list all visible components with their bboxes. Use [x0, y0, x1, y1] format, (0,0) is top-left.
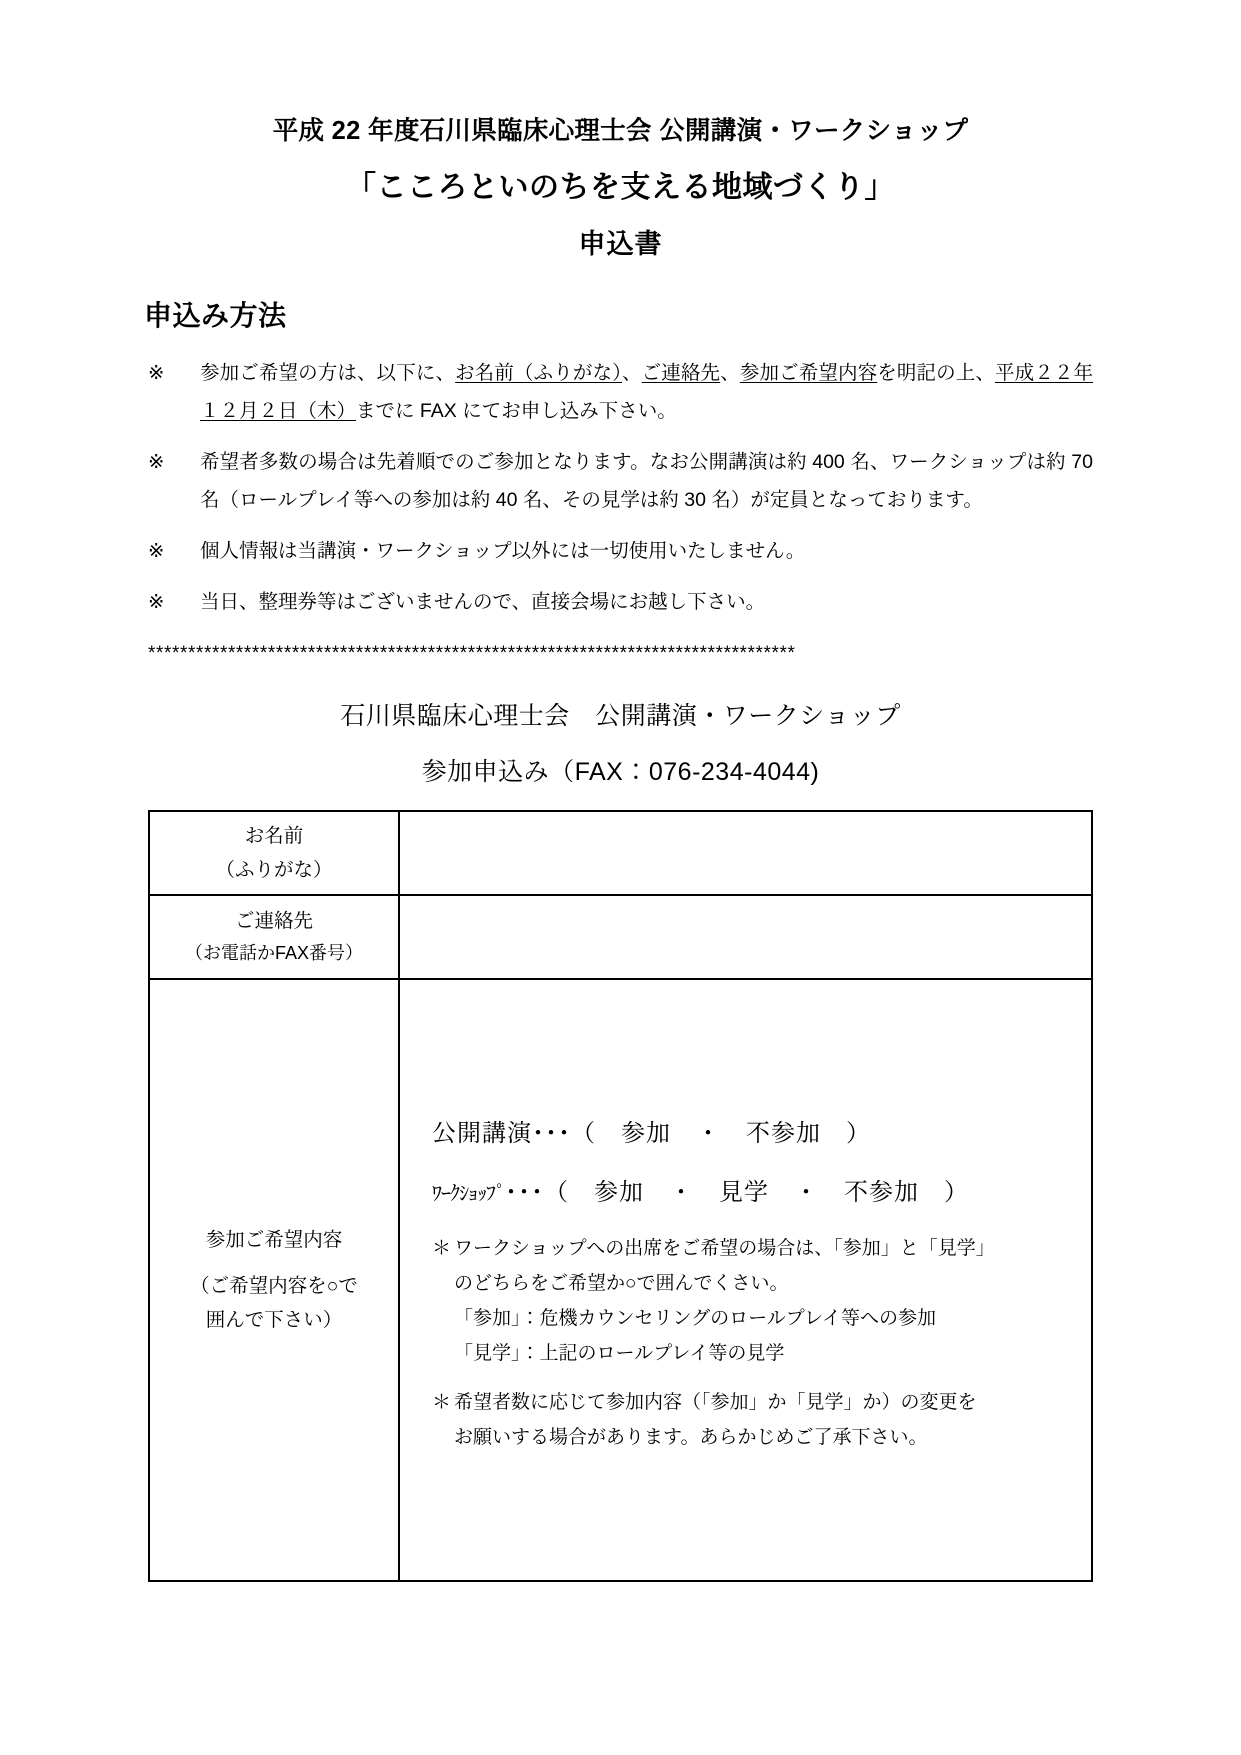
table-row: [149, 895, 1092, 979]
note-item: [148, 354, 1093, 430]
participation-note-1-line-4: 「見学」：上記のロールプレイ等の見学: [454, 1342, 785, 1364]
form-heading-fax: 参加申込み（FAX：076-234-4044): [421, 757, 820, 786]
page-title-line-1: 平成 22 年度石川県臨床心理士会 公開講演・ワークショップ: [272, 117, 969, 145]
choice-lecture[interactable]: 公開講演･･･（ 参加 ・ 不参加 ）: [432, 1119, 871, 1147]
table-row: [149, 811, 1092, 895]
participation-note-1-line-3: 「参加」：危機カウンセリングのロールプレイ等への参加: [454, 1307, 937, 1329]
participation-choice-cell[interactable]: [399, 979, 1092, 1581]
note-bullet: ※: [148, 591, 165, 614]
participation-note-2-line-1: 希望者数に応じて参加内容（「参加」か「見学」か）の変更を: [454, 1392, 977, 1414]
choice-workshop-label: ﾜｰｸｼｮｯﾌﾟ: [432, 1182, 505, 1205]
page-title-line-3: 申込書: [578, 229, 663, 260]
asterisk-divider: *********************************************************************************: [148, 643, 796, 665]
row-label-participation-sub2: 囲んで下さい）: [205, 1309, 343, 1331]
note-star-text: [454, 1385, 1069, 1455]
form-heading-organization: 石川県臨床心理士会 公開講演・ワークショップ: [340, 701, 901, 730]
note-item: [148, 583, 1093, 621]
row-label-contact-sub: （お電話かFAX番号）: [184, 943, 363, 964]
row-label-name-main: お名前: [244, 824, 304, 847]
choice-workshop-options[interactable]: ･･･（ 参加 ・ 見学 ・ 不参加 ）: [505, 1178, 969, 1206]
participation-note-1-line-1: ワークショップへの出席をご希望の場合は、「参加」と「見学」: [454, 1237, 995, 1259]
note-text: 個人情報は当講演・ワークショップ以外には一切使用いたしません。: [200, 540, 806, 563]
page-title-line-2: 「こころといのちを支える地域づくり」: [346, 171, 895, 205]
row-label-name: [149, 811, 399, 895]
row-label-contact: [149, 895, 399, 979]
note-text: 参加ご希望の方は、以下に、お名前（ふりがな）、ご連絡先、参加ご希望内容を明記の上、平成２２年１２月２日（木）までに FAX にてお申し込み下さい。: [200, 362, 1093, 423]
note-star: ＊: [432, 1392, 452, 1414]
participation-notes: [432, 1231, 1069, 1456]
note-star: ＊: [432, 1237, 452, 1259]
name-input-value[interactable]: [400, 844, 1091, 862]
participation-note-2-line-2: お願いする場合があります。あらかじめご了承下さい。: [454, 1427, 928, 1449]
table-row: [149, 979, 1092, 1581]
note-bullet: ※: [148, 540, 165, 563]
note-item: [148, 443, 1093, 519]
note-text: 当日、整理券等はございませんので、直接会場にお越し下さい。: [200, 591, 766, 614]
participation-note-1-line-2: のどちらをご希望か○で囲んでくさい。: [454, 1272, 789, 1294]
note-bullet: ※: [148, 451, 165, 474]
note-bullet: ※: [148, 362, 165, 385]
note-text: 希望者多数の場合は先着順でのご参加となります。なお公開講演は約 400 名、ワークショップは約 70 名（ロールプレイ等への参加は約 40 名、その見学は約 30 名）が定員となっております。: [200, 451, 1093, 512]
note-item: [148, 532, 1093, 570]
row-label-participation-main: 参加ご希望内容: [205, 1228, 343, 1251]
name-input-cell[interactable]: [399, 811, 1092, 895]
row-label-participation: [149, 979, 399, 1581]
section-heading-application-method: 申込み方法: [144, 300, 287, 332]
row-label-participation-sub1: （ご希望内容を○で: [190, 1274, 358, 1297]
participation-note-1: [432, 1231, 1069, 1372]
contact-input-cell[interactable]: [399, 895, 1092, 979]
choice-workshop[interactable]: [432, 1172, 1069, 1207]
application-notes-list: [148, 354, 1093, 621]
note-star-text: [454, 1231, 1069, 1372]
row-label-contact-main: ご連絡先: [234, 910, 313, 933]
contact-input-value[interactable]: [400, 928, 1091, 946]
row-label-name-sub: （ふりがな）: [215, 858, 333, 881]
application-form-table: [148, 810, 1093, 1582]
participation-note-2: [432, 1385, 1069, 1455]
participation-choices[interactable]: [400, 1079, 1091, 1482]
